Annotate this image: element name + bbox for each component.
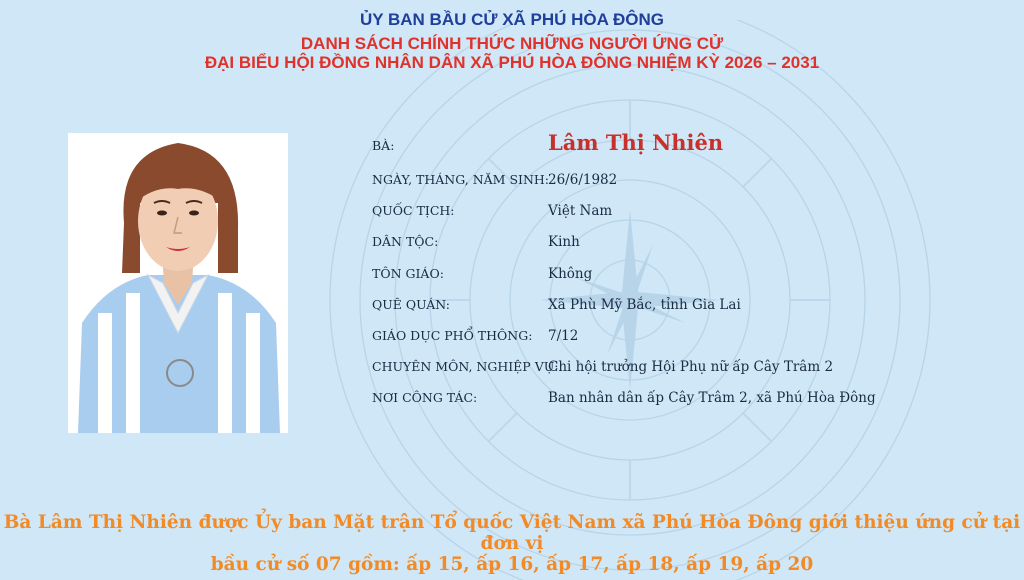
field-label: QUÊ QUÁN: <box>372 297 451 312</box>
field-label: GIÁO DỤC PHỔ THÔNG: <box>372 328 533 343</box>
field-value: 26/6/1982 <box>548 172 618 188</box>
committee-title: ỦY BAN BẦU CỬ XÃ PHÚ HÒA ĐÔNG <box>359 10 665 29</box>
field-value: Xã Phù Mỹ Bắc, tỉnh Gia Lai <box>548 297 741 313</box>
field-row-title <box>372 132 992 156</box>
field-label: TÔN GIÁO: <box>372 266 444 281</box>
field-label: BÀ: <box>372 138 395 153</box>
candidate-name: Lâm Thị Nhiên <box>548 130 724 155</box>
field-label: QUỐC TỊCH: <box>372 203 455 218</box>
nomination-line-2: bầu cử số 07 gồm: ấp 15, ấp 16, ấp 17, ấp 18, ấp 19, ấp 20 <box>210 554 814 575</box>
field-row-birthdate <box>372 172 992 196</box>
field-label: NƠI CÔNG TÁC: <box>372 390 478 405</box>
field-label: NGÀY, THÁNG, NĂM SINH: <box>372 172 550 187</box>
field-value: 7/12 <box>548 328 579 344</box>
field-label: DÂN TỘC: <box>372 234 439 249</box>
nomination-line-1: Bà Lâm Thị Nhiên được Ủy ban Mặt trận Tổ quốc Việt Nam xã Phú Hòa Đông giới thiệu ứng cử tại đơn vị <box>3 512 1021 554</box>
field-row-ethnicity <box>372 234 992 258</box>
field-value: Chi hội trưởng Hội Phụ nữ ấp Cây Trâm 2 <box>548 359 834 375</box>
field-value: Ban nhân dân ấp Cây Trâm 2, xã Phú Hòa Đông <box>548 390 876 406</box>
field-row-profession <box>372 359 992 383</box>
candidate-portrait <box>68 133 288 433</box>
list-title: DANH SÁCH CHÍNH THỨC NHỮNG NGƯỜI ỨNG CỬ <box>300 34 724 53</box>
field-row-nationality <box>372 203 992 227</box>
field-row-workplace <box>372 390 992 414</box>
field-row-hometown <box>372 297 992 321</box>
field-value: Kinh <box>548 234 580 250</box>
field-label: CHUYÊN MÔN, NGHIỆP VỤ: <box>372 359 559 374</box>
field-value: Việt Nam <box>548 203 613 219</box>
field-row-education <box>372 328 992 352</box>
field-value: Không <box>548 266 593 282</box>
council-title: ĐẠI BIỂU HỘI ĐỒNG NHÂN DÂN XÃ PHÚ HÒA ĐÔNG NHIỆM KỲ 2026 – 2031 <box>204 53 820 72</box>
field-row-religion <box>372 266 992 290</box>
nomination-statement <box>0 512 1024 575</box>
